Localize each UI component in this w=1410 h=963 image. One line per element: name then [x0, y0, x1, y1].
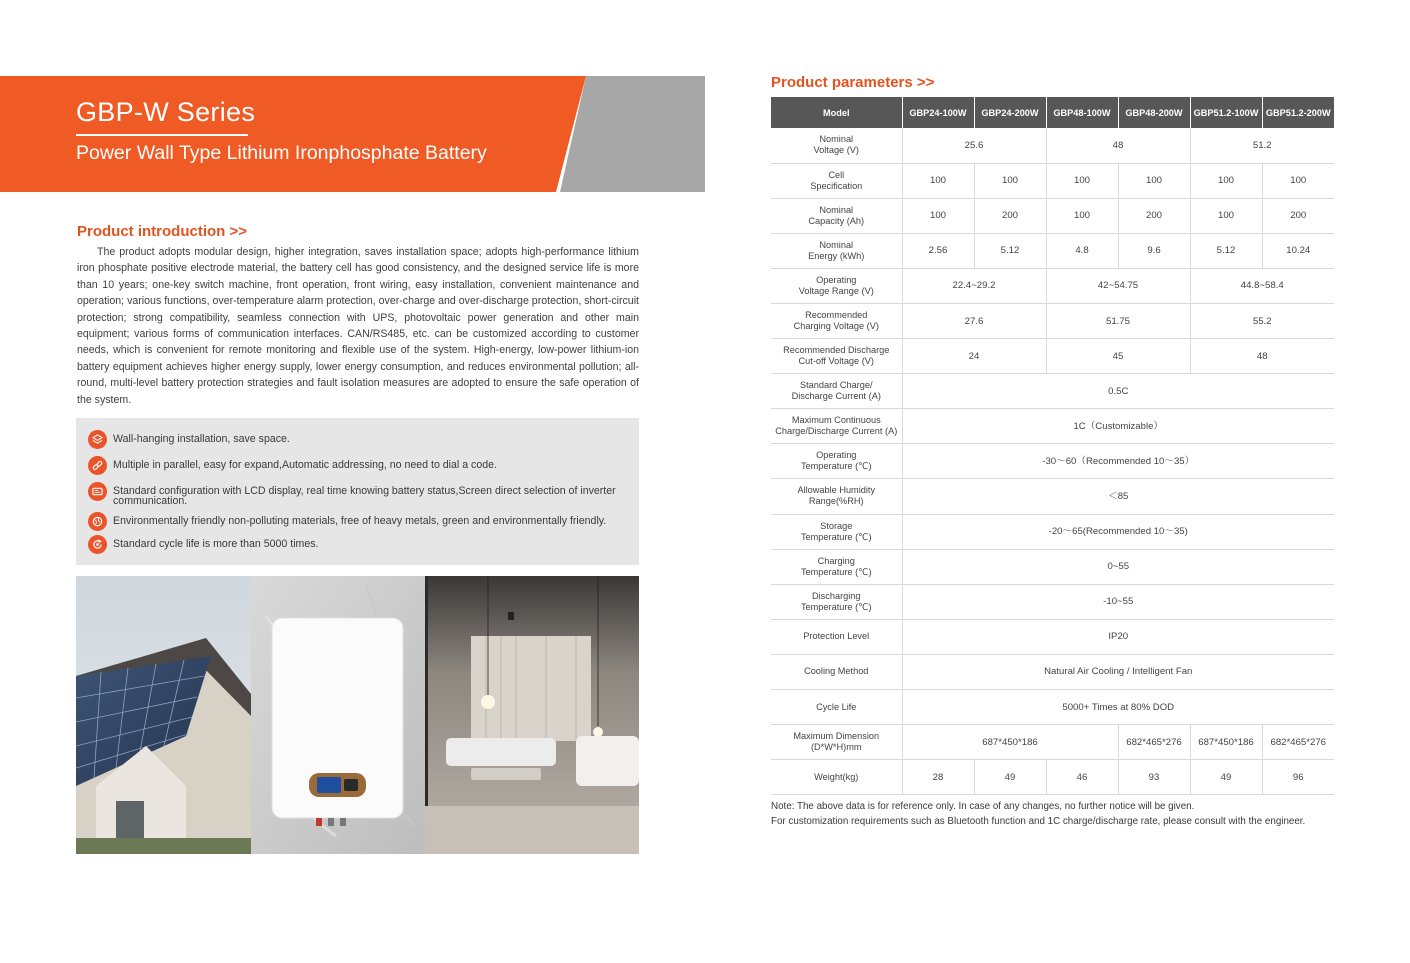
- header-cell: GBP24-200W: [974, 97, 1046, 128]
- link-icon: [88, 456, 107, 475]
- row-label: [771, 514, 902, 549]
- label-line: Charging Voltage (V): [793, 321, 879, 332]
- title-underline: [76, 134, 248, 136]
- intro-heading: Product introduction >>: [77, 223, 248, 240]
- label-line: Temperature (℃): [800, 531, 872, 542]
- feature-item: [88, 456, 633, 475]
- row-label: [771, 128, 902, 163]
- table-cell: 687*450*186: [1190, 725, 1262, 760]
- table-header-row: [771, 97, 1334, 128]
- table-cell: 200: [1262, 198, 1334, 233]
- label-line: Temperature (℃): [800, 601, 872, 612]
- feature-item: [88, 430, 633, 449]
- label-line: Storage: [820, 520, 853, 531]
- table-cell: -30～60（Recommended 10～35）: [902, 444, 1334, 479]
- note-line: For customization requirements such as Bluetooth function and 1C charge/discharge rate, please consult with the engineer.: [771, 815, 1306, 827]
- label-line: Operating: [816, 450, 857, 461]
- feature-text: Standard configuration with LCD display, real time knowing battery status,Screen direct selection of inverter communication.: [113, 485, 616, 507]
- table-row: [771, 233, 1334, 268]
- label-line: Charging: [817, 555, 855, 566]
- table-cell: 5.12: [1190, 233, 1262, 268]
- row-label: [771, 198, 902, 233]
- table-cell: 96: [1262, 760, 1334, 795]
- table-cell: 100: [1118, 163, 1190, 198]
- table-cell: 100: [1046, 163, 1118, 198]
- feature-list: [76, 418, 639, 565]
- table-cell: 93: [1118, 760, 1190, 795]
- table-cell: 44.8~58.4: [1190, 268, 1334, 303]
- table-row: [771, 339, 1334, 374]
- feature-text: Standard cycle life is more than 5000 times.: [113, 538, 319, 550]
- label-line: Cell: [828, 169, 845, 180]
- label-line: Operating: [816, 274, 857, 285]
- table-row: [771, 549, 1334, 584]
- table-cell: 100: [1262, 163, 1334, 198]
- table-row: [771, 725, 1334, 760]
- row-label: [771, 409, 902, 444]
- table-cell: 4.8: [1046, 233, 1118, 268]
- table-cell: 687*450*186: [902, 725, 1118, 760]
- table-cell: 49: [974, 760, 1046, 795]
- row-label: Weight(kg): [771, 760, 902, 795]
- display-icon: [88, 482, 107, 501]
- table-row: [771, 163, 1334, 198]
- table-cell: Natural Air Cooling / Intelligent Fan: [902, 654, 1334, 689]
- row-label: [771, 339, 902, 374]
- label-line: Nominal: [819, 239, 854, 250]
- label-line: Cut-off Voltage (V): [798, 356, 874, 367]
- label-line: Voltage Range (V): [798, 285, 874, 296]
- row-label: Cooling Method: [771, 654, 902, 689]
- table-row: [771, 760, 1334, 795]
- feature-text: Wall-hanging installation, save space.: [113, 433, 290, 445]
- label-line: Maximum Continuous: [791, 415, 881, 426]
- table-cell: 48: [1046, 128, 1190, 163]
- table-cell: 100: [902, 198, 974, 233]
- table-cell: 0.5C: [902, 374, 1334, 409]
- feature-item: [88, 512, 633, 531]
- table-cell: IP20: [902, 619, 1334, 654]
- parameters-table: [771, 97, 1334, 795]
- note-line: Note: The above data is for reference only. In case of any changes, no further notice will be given.: [771, 801, 1195, 812]
- series-title: GBP-W Series: [76, 97, 256, 127]
- table-cell: -10~55: [902, 584, 1334, 619]
- label-line: Nominal: [819, 204, 854, 215]
- row-label: [771, 374, 902, 409]
- label-line: Recommended Discharge: [783, 345, 890, 356]
- banner-gray-block: [560, 76, 705, 192]
- table-row: [771, 514, 1334, 549]
- series-subtitle: Power Wall Type Lithium Ironphosphate Battery: [76, 142, 487, 164]
- table-row: [771, 584, 1334, 619]
- label-line: Specification: [810, 180, 863, 191]
- label-line: Voltage (V): [813, 145, 859, 156]
- table-cell: 10.24: [1262, 233, 1334, 268]
- row-label: [771, 268, 902, 303]
- table-cell: -20～65(Recommended 10～35): [902, 514, 1334, 549]
- label-line: Capacity (Ah): [808, 215, 865, 226]
- table-row: [771, 479, 1334, 514]
- cycle-icon: [88, 535, 107, 554]
- table-cell: 46: [1046, 760, 1118, 795]
- table-cell: 48: [1190, 339, 1334, 374]
- header-cell: GBP51.2-200W: [1262, 97, 1334, 128]
- table-row: [771, 374, 1334, 409]
- footnote: [771, 800, 1305, 829]
- table-row: [771, 690, 1334, 725]
- row-label: Protection Level: [771, 619, 902, 654]
- table-cell: 49: [1190, 760, 1262, 795]
- table-row: [771, 303, 1334, 338]
- table-cell: 24: [902, 339, 1046, 374]
- table-cell: 22.4~29.2: [902, 268, 1046, 303]
- table-cell: 25.6: [902, 128, 1046, 163]
- table-row: [771, 198, 1334, 233]
- row-label: [771, 479, 902, 514]
- product-photo-collage: [76, 576, 639, 854]
- table-cell: 28: [902, 760, 974, 795]
- header-cell: GBP48-200W: [1118, 97, 1190, 128]
- table-row: [771, 128, 1334, 163]
- label-line: Discharging: [811, 590, 861, 601]
- table-row: [771, 268, 1334, 303]
- table-cell: 9.6: [1118, 233, 1190, 268]
- house-solar-photo: [76, 576, 251, 854]
- row-label: [771, 163, 902, 198]
- table-cell: 45: [1046, 339, 1190, 374]
- header-cell: Model: [771, 97, 902, 128]
- table-cell: 200: [974, 198, 1046, 233]
- row-label: Cycle Life: [771, 690, 902, 725]
- header-cell: GBP24-100W: [902, 97, 974, 128]
- row-label: [771, 549, 902, 584]
- table-cell: 5.12: [974, 233, 1046, 268]
- label-line: Temperature (℃): [800, 566, 872, 577]
- table-cell: 200: [1118, 198, 1190, 233]
- label-line: Charge/Discharge Current (A): [775, 426, 898, 437]
- table-row: [771, 409, 1334, 444]
- label-line: (D*W*H)mm: [810, 742, 862, 753]
- label-line: Nominal: [819, 134, 854, 145]
- layers-icon: [88, 430, 107, 449]
- living-room-photo: [425, 576, 639, 854]
- row-label: [771, 584, 902, 619]
- feature-item: [88, 535, 633, 554]
- row-label: [771, 444, 902, 479]
- label-line: Energy (kWh): [808, 250, 865, 261]
- row-label: [771, 725, 902, 760]
- row-label: [771, 233, 902, 268]
- table-cell: 27.6: [902, 303, 1046, 338]
- table-cell: 682*465*276: [1262, 725, 1334, 760]
- table-cell: 5000+ Times at 80% DOD: [902, 690, 1334, 725]
- table-cell: 2.56: [902, 233, 974, 268]
- label-line: Maximum Dimension: [793, 731, 880, 742]
- feature-text: Multiple in parallel, easy for expand,Automatic addressing, no need to dial a code.: [113, 459, 497, 471]
- globe-leaf-icon: [88, 512, 107, 531]
- table-cell: 100: [1190, 198, 1262, 233]
- table-cell: 55.2: [1190, 303, 1334, 338]
- table-cell: 51.2: [1190, 128, 1334, 163]
- table-cell: 100: [1190, 163, 1262, 198]
- table-cell: 682*465*276: [1118, 725, 1190, 760]
- label-line: Allowable Humidity: [797, 485, 876, 496]
- label-line: Discharge Current (A): [791, 391, 881, 402]
- label-line: Recommended: [805, 310, 868, 321]
- table-row: [771, 444, 1334, 479]
- table-cell: 100: [1046, 198, 1118, 233]
- feature-item: [88, 482, 633, 506]
- params-heading: Product parameters >>: [771, 74, 935, 91]
- battery-product-photo: [251, 576, 425, 854]
- label-line: Standard Charge/: [799, 380, 873, 391]
- label-line: Range(%RH): [808, 496, 864, 507]
- header-cell: GBP48-100W: [1046, 97, 1118, 128]
- table-cell: 100: [902, 163, 974, 198]
- table-cell: 42~54.75: [1046, 268, 1190, 303]
- intro-paragraph: The product adopts modular design, higher integration, saves installation space; adopts high-performance lithium iron phosphate positive electrode material, the battery cell has good consistency, and the designed service life is more than 10 years; one-key switch machine, front operation, front wiring, easy installation, convenient maintenance and operation; various functions, over-temperature alarm protection, over-charge and over-discharge protection, short-circuit protection; strong compatibility, seamless connection with UPS, photovoltaic power generation and other main equipment; various forms of communication interfaces. CAN/RS485, etc. can be customized according to customer needs, which is convenient for remote monitoring and flexible use of the system. High-energy, low-power lithium-ion battery equipment achieves higher energy supply, lower energy consumption, and reduces environmental pollution; all-round, multi-level battery protection strategies and fault isolation measures are adopted to ensure the safe operation of the system.: [77, 246, 639, 406]
- table-cell: ＜85: [902, 479, 1334, 514]
- label-line: Temperature (℃): [800, 461, 872, 472]
- table-cell: 51.75: [1046, 303, 1190, 338]
- row-label: [771, 303, 902, 338]
- header-cell: GBP51.2-100W: [1190, 97, 1262, 128]
- table-cell: 1C（Customizable）: [902, 409, 1334, 444]
- table-row: [771, 654, 1334, 689]
- feature-text: Environmentally friendly non-polluting materials, free of heavy metals, green and environmentally friendly.: [113, 515, 607, 527]
- table-row: [771, 619, 1334, 654]
- table-cell: 100: [974, 163, 1046, 198]
- table-cell: 0~55: [902, 549, 1334, 584]
